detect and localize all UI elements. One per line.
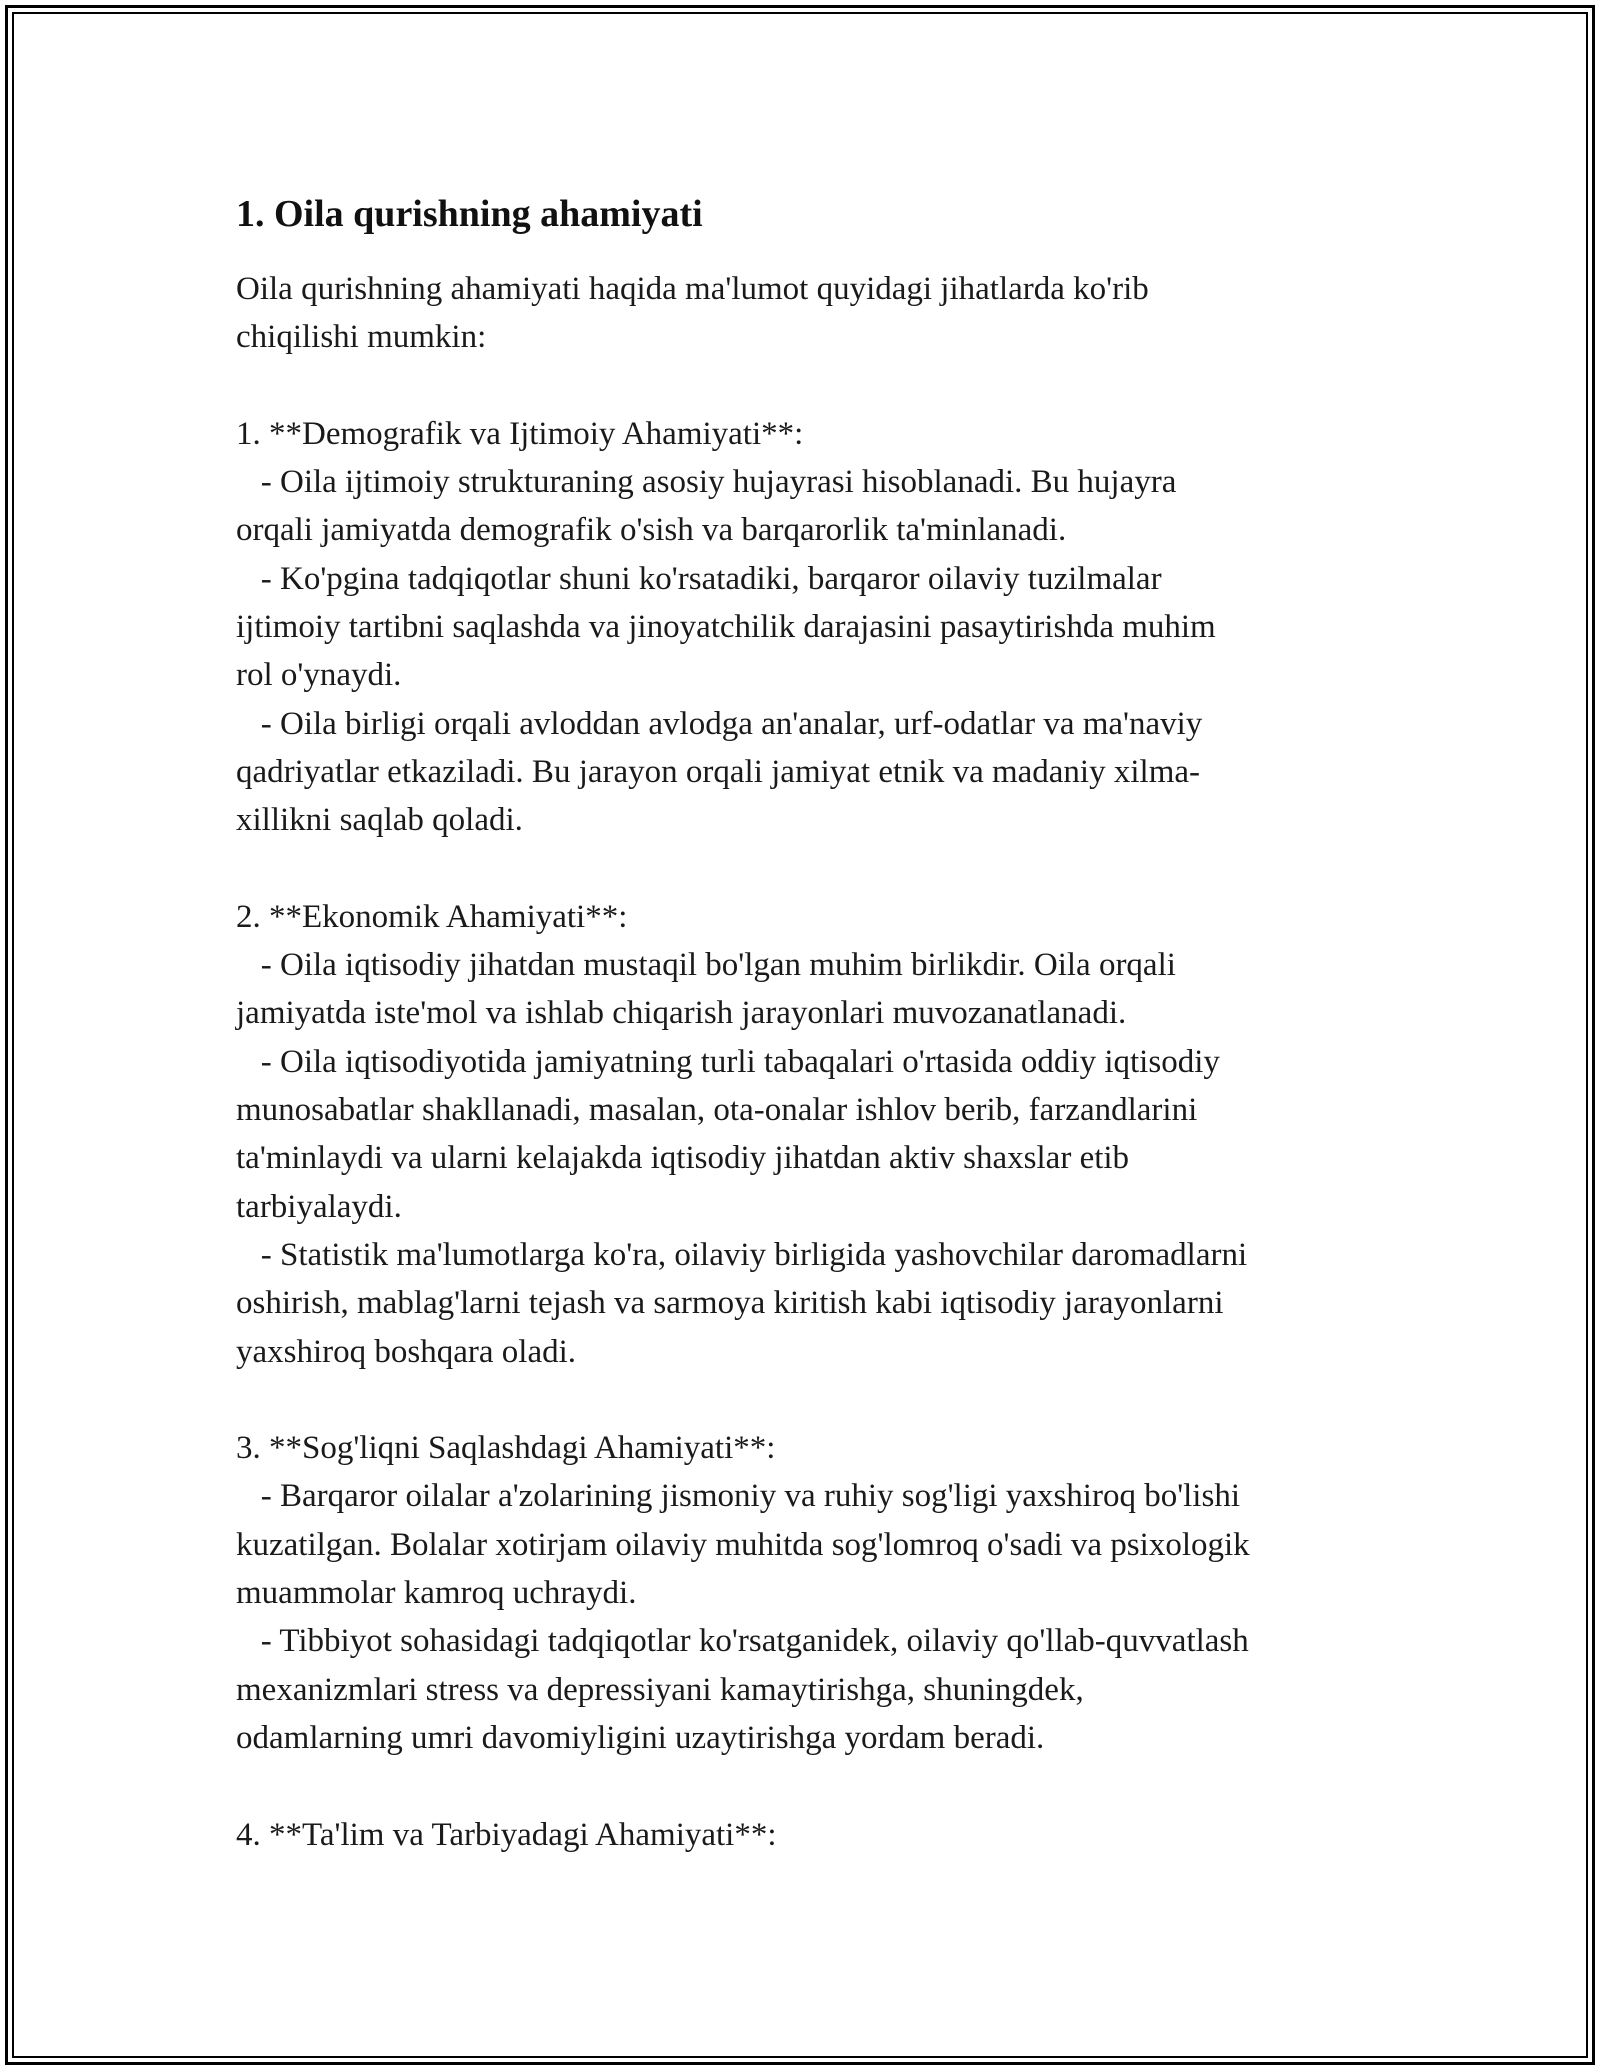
text-line: muammolar kamroq uchraydi. xyxy=(236,1575,637,1612)
text-line: ta'minlaydi va ularni kelajakda iqtisodiy jihatdan aktiv shaxslar etib xyxy=(236,1140,1130,1177)
text-line: - Oila birligi orqali avloddan avlodga an'analar, urf-odatlar va ma'naviy xyxy=(236,705,1203,742)
blank-line xyxy=(236,845,1386,893)
blank-line xyxy=(236,362,1386,410)
text-line: - Statistik ma'lumotlarga ko'ra, oilaviy birligida yashovchilar daromadlarni xyxy=(236,1236,1248,1273)
document-text xyxy=(236,265,1386,1859)
document-body xyxy=(236,185,1386,1859)
text-line: qadriyatlar etkaziladi. Bu jarayon orqali jamiyat etnik va madaniy xilma- xyxy=(236,753,1200,790)
text-line: yaxshiroq boshqara oladi. xyxy=(236,1333,577,1370)
text-line: - Tibbiyot sohasidagi tadqiqotlar ko'rsatganidek, oilaviy qo'llab-quvvatlash xyxy=(236,1623,1249,1660)
text-line: kuzatilgan. Bolalar xotirjam oilaviy muhitda sog'lomroq o'sadi va psixologik xyxy=(236,1526,1250,1563)
text-line: oshirish, mablag'larni tejash va sarmoya kiritish kabi iqtisodiy jarayonlarni xyxy=(236,1285,1224,1322)
text-line: - Barqaror oilalar a'zolarining jismoniy va ruhiy sog'ligi yaxshiroq bo'lishi xyxy=(236,1478,1240,1515)
text-line: rol o'ynaydi. xyxy=(236,657,402,694)
text-line: munosabatlar shakllanadi, masalan, ota-onalar ishlov berib, farzandlarini xyxy=(236,1092,1198,1129)
text-line: chiqilishi mumkin: xyxy=(236,319,487,356)
text-line: - Ko'pgina tadqiqotlar shuni ko'rsatadiki, barqaror oilaviy tuzilmalar xyxy=(236,560,1162,597)
text-line: mexanizmlari stress va depressiyani kamaytirishga, shuningdek, xyxy=(236,1671,1084,1708)
text-line: Oila qurishning ahamiyati haqida ma'lumot quyidagi jihatlarda ko'rib xyxy=(236,271,1149,307)
text-line: xillikni saqlab qoladi. xyxy=(236,802,523,839)
text-line: - Oila iqtisodiy jihatdan mustaqil bo'lgan muhim birlikdir. Oila orqali xyxy=(236,947,1176,984)
blank-line xyxy=(236,1376,1386,1424)
text-line: tarbiyalaydi. xyxy=(236,1188,402,1225)
text-line: jamiyatda iste'mol va ishlab chiqarish jarayonlari muvozanatlanadi. xyxy=(236,995,1127,1032)
document-heading: 1. Oila qurishning ahamiyati xyxy=(236,193,703,235)
text-line: 2. **Ekonomik Ahamiyati**: xyxy=(236,898,628,935)
text-line: orqali jamiyatda demografik o'sish va barqarorlik ta'minlanadi. xyxy=(236,512,1067,549)
text-line: - Oila iqtisodiyotida jamiyatning turli tabaqalari o'rtasida oddiy iqtisodiy xyxy=(236,1043,1220,1080)
text-line: 1. **Demografik va Ijtimoiy Ahamiyati**: xyxy=(236,415,804,452)
text-line: - Oila ijtimoiy strukturaning asosiy hujayrasi hisoblanadi. Bu hujayra xyxy=(236,464,1177,501)
blank-line xyxy=(236,1762,1386,1810)
text-line: 4. **Ta'lim va Tarbiyadagi Ahamiyati**: xyxy=(236,1816,777,1853)
text-line: ijtimoiy tartibni saqlashda va jinoyatchilik darajasini pasaytirishda muhim xyxy=(236,609,1216,646)
text-line: odamlarning umri davomiyligini uzaytirishga yordam beradi. xyxy=(236,1719,1045,1756)
text-line: 3. **Sog'liqni Saqlashdagi Ahamiyati**: xyxy=(236,1430,776,1467)
